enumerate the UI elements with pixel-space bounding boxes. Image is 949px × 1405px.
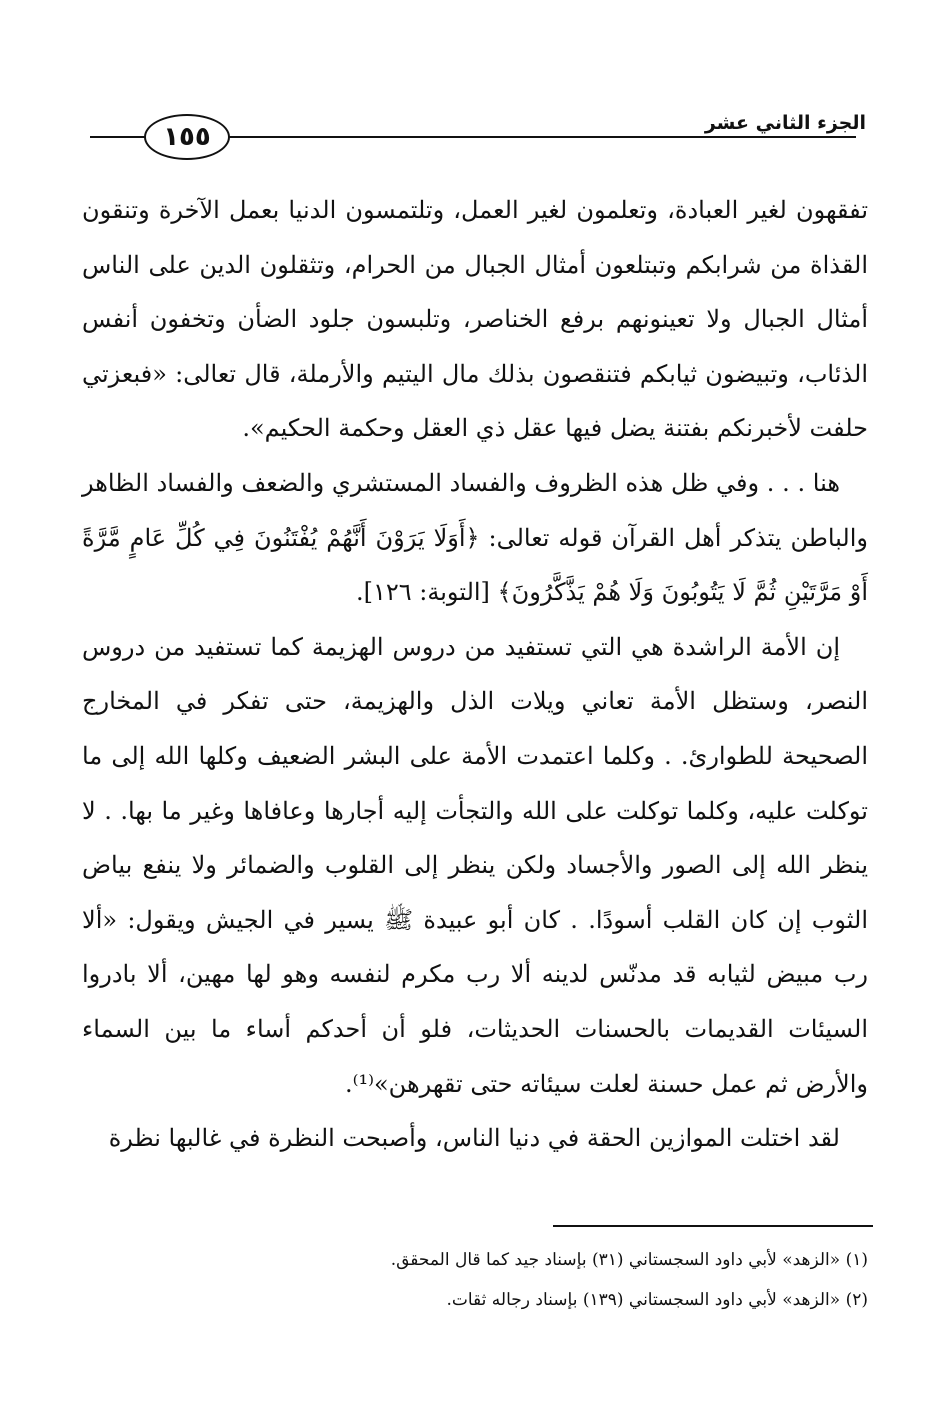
footnote: (١) «الزهد» لأبي داود السجستاني (٣١) بإسناد جيد كما قال المحقق. [390,1250,868,1270]
paragraph: إن الأمة الراشدة هي التي تستفيد من دروس الهزيمة كما تستفيد من دروس النصر، وستظل الأمة تعاني ويلات الذل والهزيمة، حتى تفكر في المخارج الصحيحة للطوارئ. . وكلما اعتمدت الأمة على البشر الضعيف وكلها الله إلى ما توكلت عليه، وكلما توكلت على الله والتجأت إليه أجارها وعافاها وغير ما بها. . لا ينظر الله إلى الصور والأجساد ولكن ينظر إلى القلوب والضمائر ولا ينفع بياض الثوب إن كان القلب أسودًا. . كان أبو عبيدة ﷺ يسير في الجيش ويقول: «ألا رب مبيض لثيابه قد مدنّس لدينه ألا رب مكرم لنفسه وهو لها مهين، ألا بادروا السيئات القديمات بالحسنات الحديثات، فلو أن أحدكم أساء ما بين السماء والأرض ثم عمل حسنة لعلت سيئاته حتى تقهرهن»⁽¹⁾. [82,632,868,1098]
paragraph: هنا . . . وفي ظل هذه الظروف والفساد المستشري والضعف والفساد الظاهر والباطن يتذكر أهل القرآن قوله تعالى: ﴿أَوَلَا يَرَوْنَ أَنَّهُمْ يُفْتَنُونَ فِي كُلِّ عَامٍ مَّرَّةً أَوْ مَرَّتَيْنِ ثُمَّ لَا يَتُوبُونَ وَلَا هُمْ يَذَّكَّرُونَ﴾ [التوبة: ١٢٦]. [82,468,868,607]
footnote-rule [553,1225,873,1227]
footnote: (٢) «الزهد» لأبي داود السجستاني (١٣٩) بإسناد رجاله ثقات. [446,1290,868,1310]
page-header [80,108,866,168]
main-text [82,183,868,1166]
footnotes [82,1240,868,1320]
page-number: ١٥٥ [144,114,230,160]
paragraph: لقد اختلت الموازين الحقة في دنيا الناس، وأصبحت النظرة في غالبها نظرة [108,1124,840,1153]
paragraph: تفقهون لغير العبادة، وتعلمون لغير العمل، وتلتمسون الدنيا بعمل الآخرة وتنقون القذاة من شرابكم وتبتلعون أمثال الجبال من الحرام، وتثقلون الدين على الناس أمثال الجبال ولا تعينونهم برفع الخناصر، وتلبسون جلود الضأن وتخفون أنفس الذئاب، وتبيضون ثيابكم فتنقصون بذلك مال اليتيم والأرملة، قال تعالى: «فبعزتي حلفت لأخبرنكم بفتنة يضل فيها عقل ذي العقل وحكمة الحكيم». [82,196,868,443]
running-head: الجزء الثاني عشر [693,112,866,134]
